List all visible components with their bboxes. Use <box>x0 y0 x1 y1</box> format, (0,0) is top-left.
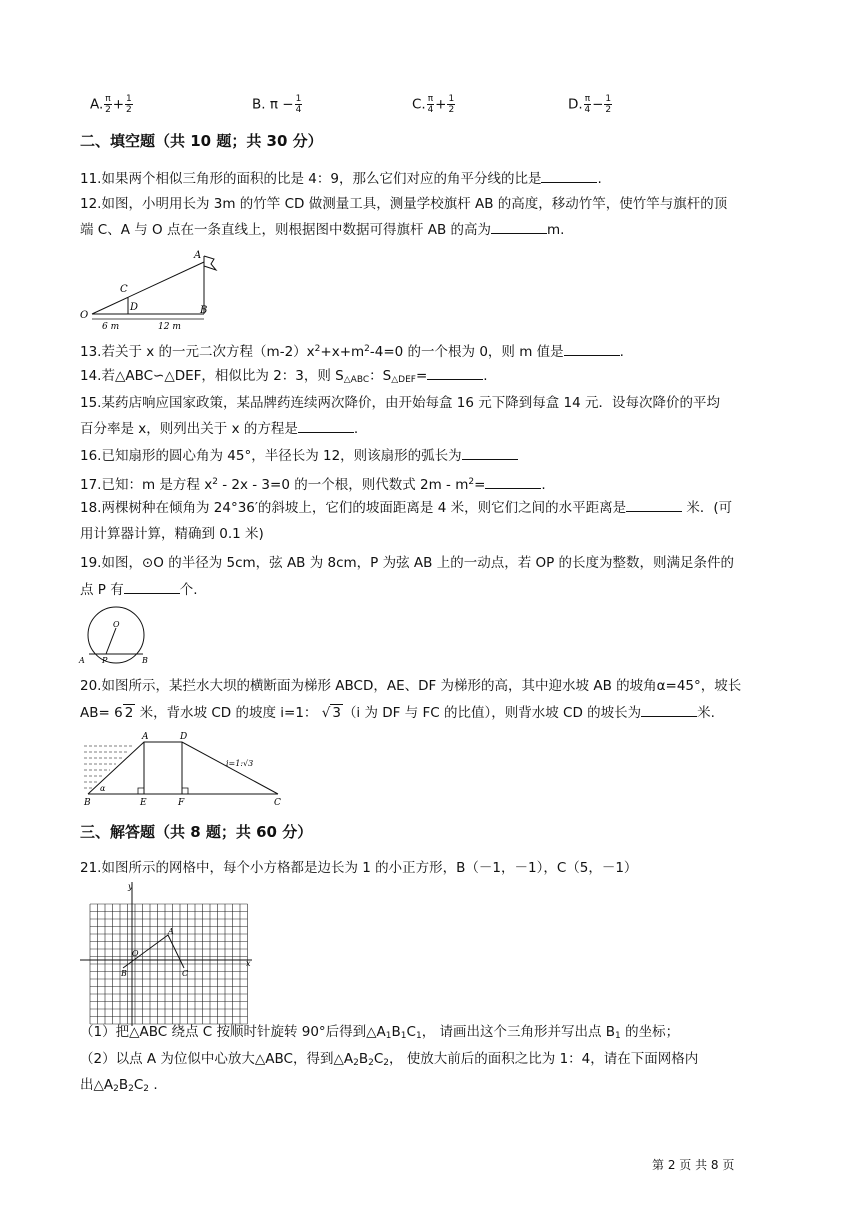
q14-post: = <box>415 368 428 384</box>
sub1: 1 <box>385 1031 392 1041</box>
label-o: O <box>132 949 139 958</box>
op: + <box>112 96 125 113</box>
frac-b2 <box>295 94 303 115</box>
q12-blank <box>491 220 547 234</box>
num: π <box>584 94 591 104</box>
page-footer: 第 2 页 共 8 页 <box>652 1158 735 1172</box>
option-c-prefix: C. <box>412 96 426 113</box>
sub2: 2 <box>353 1058 359 1068</box>
question-11 <box>80 169 602 189</box>
q12-text: 端 C、A 与 O 点在一条直线上，则根据图中数据可得旗杆 AB 的高为 <box>80 222 492 238</box>
question-15-line1: 15.某药店响应国家政策，某品牌药连续两次降价，由开始每盒 16 元下降到每盒 14 元．设每次降价的平均 <box>80 395 720 411</box>
q14-colon: ：S <box>369 368 392 384</box>
question-19-line2 <box>80 580 198 600</box>
den: 2 <box>105 105 111 115</box>
sub1: 1 <box>415 1031 422 1041</box>
q13-sup2: 2 <box>364 344 370 354</box>
q13-pre: 13.若关于 x 的一元二次方程（m-2）x <box>80 344 315 360</box>
q21p3-pre: 出△A <box>80 1077 114 1093</box>
option-d <box>568 94 613 115</box>
sqrt3: 3 <box>332 705 341 721</box>
label-e: E <box>140 798 147 808</box>
den: 2 <box>448 105 455 115</box>
label-y: y <box>128 882 133 891</box>
num: 1 <box>448 94 455 104</box>
q21p2-post: ， 使放大前后的面积之比为 1：4，请在下面网格内 <box>389 1051 699 1067</box>
sub2: 2 <box>113 1084 119 1094</box>
question-17 <box>80 472 546 495</box>
q20-text-b: 米，背水坡 CD 的坡度 i=1： <box>135 705 318 721</box>
q17-sup2: 2 <box>468 477 475 487</box>
q16-blank <box>462 446 518 460</box>
q14-sub1: △ABC <box>343 375 370 385</box>
q21p1-post: 的坐标； <box>620 1024 680 1040</box>
q18-text: 18.两棵树种在倾角为 24°36′的斜坡上，它们的坡面距离是 4 米，则它们之间的水平距离是 <box>80 500 627 516</box>
q17-end: . <box>541 477 546 493</box>
label-a: A <box>194 250 202 261</box>
label-b: B <box>200 305 208 316</box>
q19-post: 个. <box>179 582 198 598</box>
q17-eq: = <box>474 477 486 493</box>
sub1: 1 <box>615 1031 621 1041</box>
num: 1 <box>295 94 302 104</box>
num: π <box>427 94 434 104</box>
sight-line <box>92 262 204 314</box>
q13-mid: +x+m <box>320 344 365 360</box>
question-12-line2 <box>80 220 564 240</box>
option-b-prefix: B. π − <box>252 96 294 113</box>
dam-trapezoid <box>88 742 278 794</box>
right-angle-e <box>138 788 144 794</box>
water-lines <box>84 746 134 788</box>
figure-20 <box>78 730 288 810</box>
q13-sup1: 2 <box>314 344 321 354</box>
q13-blank <box>564 342 620 356</box>
question-18-line2: 用计算器计算，精确到 0.1 米) <box>80 526 264 542</box>
figure-21-grid <box>80 880 255 1030</box>
option-c <box>412 94 456 115</box>
den: 4 <box>295 105 302 115</box>
label-o: O <box>113 620 120 629</box>
q17-blank <box>485 475 541 489</box>
q14-end: . <box>483 368 488 384</box>
q18-text-b: 米．(可 <box>682 500 733 516</box>
q18-blank <box>626 498 682 512</box>
question-20-line1: 20.如图所示，某拦水大坝的横断面为梯形 ABCD，AE、DF 为梯形的高，其中迎水坡 AB 的坡角α=45°，坡长 <box>80 678 742 694</box>
label-p: P <box>102 656 108 665</box>
frac-d2 <box>604 94 612 115</box>
q14-blank <box>427 366 483 380</box>
label-f: F <box>178 798 185 808</box>
label-b: B <box>84 798 91 808</box>
label-6m: 6 m <box>102 322 120 332</box>
question-20-line2: AB= 6 2 米，背水坡 CD 的坡度 i=1： √ 3 （i 为 DF 与 FC 的比值），则背水坡 CD 的坡长为 米. <box>80 705 715 721</box>
option-b <box>252 94 303 115</box>
section-2-title: 二、填空题（共 10 题；共 30 分） <box>80 132 323 150</box>
den: 2 <box>605 105 612 115</box>
op: + <box>435 96 447 113</box>
q15-end: . <box>353 421 359 437</box>
sub1: 1 <box>400 1031 407 1041</box>
label-alpha: α <box>100 784 106 793</box>
q15-text: 百分率是 x，则列出关于 x 的方程是 <box>80 421 298 437</box>
right-angle-f <box>182 788 188 794</box>
grid-lines <box>90 904 248 1024</box>
label-b: B <box>121 969 127 978</box>
q14-sub2: △DEF <box>391 375 416 385</box>
q11-end: . <box>597 171 602 187</box>
label-c: C <box>182 969 189 978</box>
den: 2 <box>126 105 132 115</box>
question-21-part1: （1）把△ABC 绕点 C 按顺时针旋转 90°后得到$\triangle A_1B_1C_1$， 请画出这个三角形并写出点 $B_1$ 的坐标； <box>80 1024 680 1041</box>
q19-pre: 点 P 有 <box>80 582 124 598</box>
question-14 <box>80 366 488 390</box>
option-a-prefix: A. <box>90 96 104 113</box>
q20-blank <box>641 703 697 717</box>
figure-12 <box>78 248 228 332</box>
sub2: 2 <box>383 1058 389 1068</box>
option-d-prefix: D. <box>568 96 583 113</box>
op: − <box>592 96 604 113</box>
question-21-part2: （2）以点 A 为位似中心放大△ABC，得到$\triangle A_2B_2C_2$， 使放大前后的面积之比为 1：4，请在下面网格内 <box>80 1051 699 1068</box>
sub2: 2 <box>128 1084 134 1094</box>
q11-text: 11.如果两个相似三角形的面积的比是 4：9，那么它们对应的角平分线的比是 <box>80 171 542 187</box>
question-21-part3: 出$\triangle A_2B_2C_2$ . <box>80 1077 158 1094</box>
q21p2-pre: （2）以点 A 为位似中心放大△ABC，得到△A <box>80 1051 354 1067</box>
label-o: O <box>80 310 89 321</box>
label-12m: 12 m <box>158 322 181 332</box>
section-3-title: 三、解答题（共 8 题；共 60 分） <box>80 823 313 841</box>
figure-19 <box>78 604 158 668</box>
q16-text: 16.已知扇形的圆心角为 45°，半径长为 12，则该扇形的弧长为 <box>80 448 462 464</box>
question-15-line2 <box>80 419 358 439</box>
frac-d1 <box>584 94 591 115</box>
q20-text-c: （i 为 DF 与 FC 的比值），则背水坡 CD 的坡长为 <box>342 705 642 721</box>
question-19-line1: 19.如图，⊙O 的半径为 5cm，弦 AB 为 8cm，P 为弦 AB 上的一动点，若 OP 的长度为整数，则满足条件的 <box>80 555 735 571</box>
num: 1 <box>605 94 612 104</box>
q17-post: - 2x - 3=0 的一个根，则代数式 2m - m <box>217 477 469 493</box>
sub2: 2 <box>368 1058 374 1068</box>
label-a: A <box>142 732 149 742</box>
segment-op <box>106 628 116 654</box>
den: 4 <box>584 105 591 115</box>
label-x: x <box>246 959 251 968</box>
q13-post: -4=0 的一个根为 0，则 m 值是 <box>369 344 564 360</box>
q17-sup1: 2 <box>212 477 218 487</box>
frac-a2 <box>125 94 133 115</box>
circle-o <box>88 607 144 663</box>
q21p3-post: . <box>149 1077 158 1093</box>
q13-end: . <box>619 344 624 360</box>
q19-blank <box>124 580 180 594</box>
q17-pre: 17.已知：m 是方程 x <box>80 477 213 493</box>
num: 1 <box>126 94 132 104</box>
q21p1-pre: （1）把△ABC 绕点 C 按顺时针旋转 90°后得到△A <box>80 1024 386 1040</box>
label-c: C <box>120 284 128 295</box>
question-21: 21.如图所示的网格中，每个小方格都是边长为 1 的小正方形，B（－1，－1），C（5，－1） <box>80 860 638 876</box>
q12-end: m. <box>547 222 565 238</box>
label-a: A <box>79 656 85 665</box>
question-18-line1 <box>80 498 732 518</box>
label-c: C <box>274 798 281 808</box>
frac-c2 <box>447 94 455 115</box>
frac-c1 <box>427 94 434 115</box>
label-d: D <box>180 732 188 742</box>
label-slope: i=1:√3 <box>226 759 254 768</box>
q15-blank <box>298 419 354 433</box>
label-d: D <box>130 302 139 313</box>
question-13 <box>80 339 624 362</box>
q14-pre: 14.若△ABC∽△DEF，相似比为 2：3，则 S <box>80 368 344 384</box>
question-12-line1: 12.如图，小明用长为 3m 的竹竿 CD 做测量工具，测量学校旗杆 AB 的高度，移动竹竿，使竹竿与旗杆的顶 <box>80 196 728 212</box>
sqrt2: 2 <box>124 705 134 721</box>
label-b: B <box>142 656 148 665</box>
option-a <box>90 94 134 115</box>
q20-end: 米. <box>697 705 715 721</box>
q11-blank <box>541 169 597 183</box>
label-a: A <box>168 927 174 936</box>
sub2: 2 <box>143 1084 150 1094</box>
q21p1-mid: ， 请画出这个三角形并写出点 B <box>421 1024 616 1040</box>
q20-text-a: AB= 6 <box>80 705 123 721</box>
num: π <box>105 94 111 104</box>
question-16 <box>80 446 518 466</box>
den: 4 <box>427 105 434 115</box>
flag-icon <box>204 256 216 270</box>
frac-a1 <box>104 94 111 115</box>
